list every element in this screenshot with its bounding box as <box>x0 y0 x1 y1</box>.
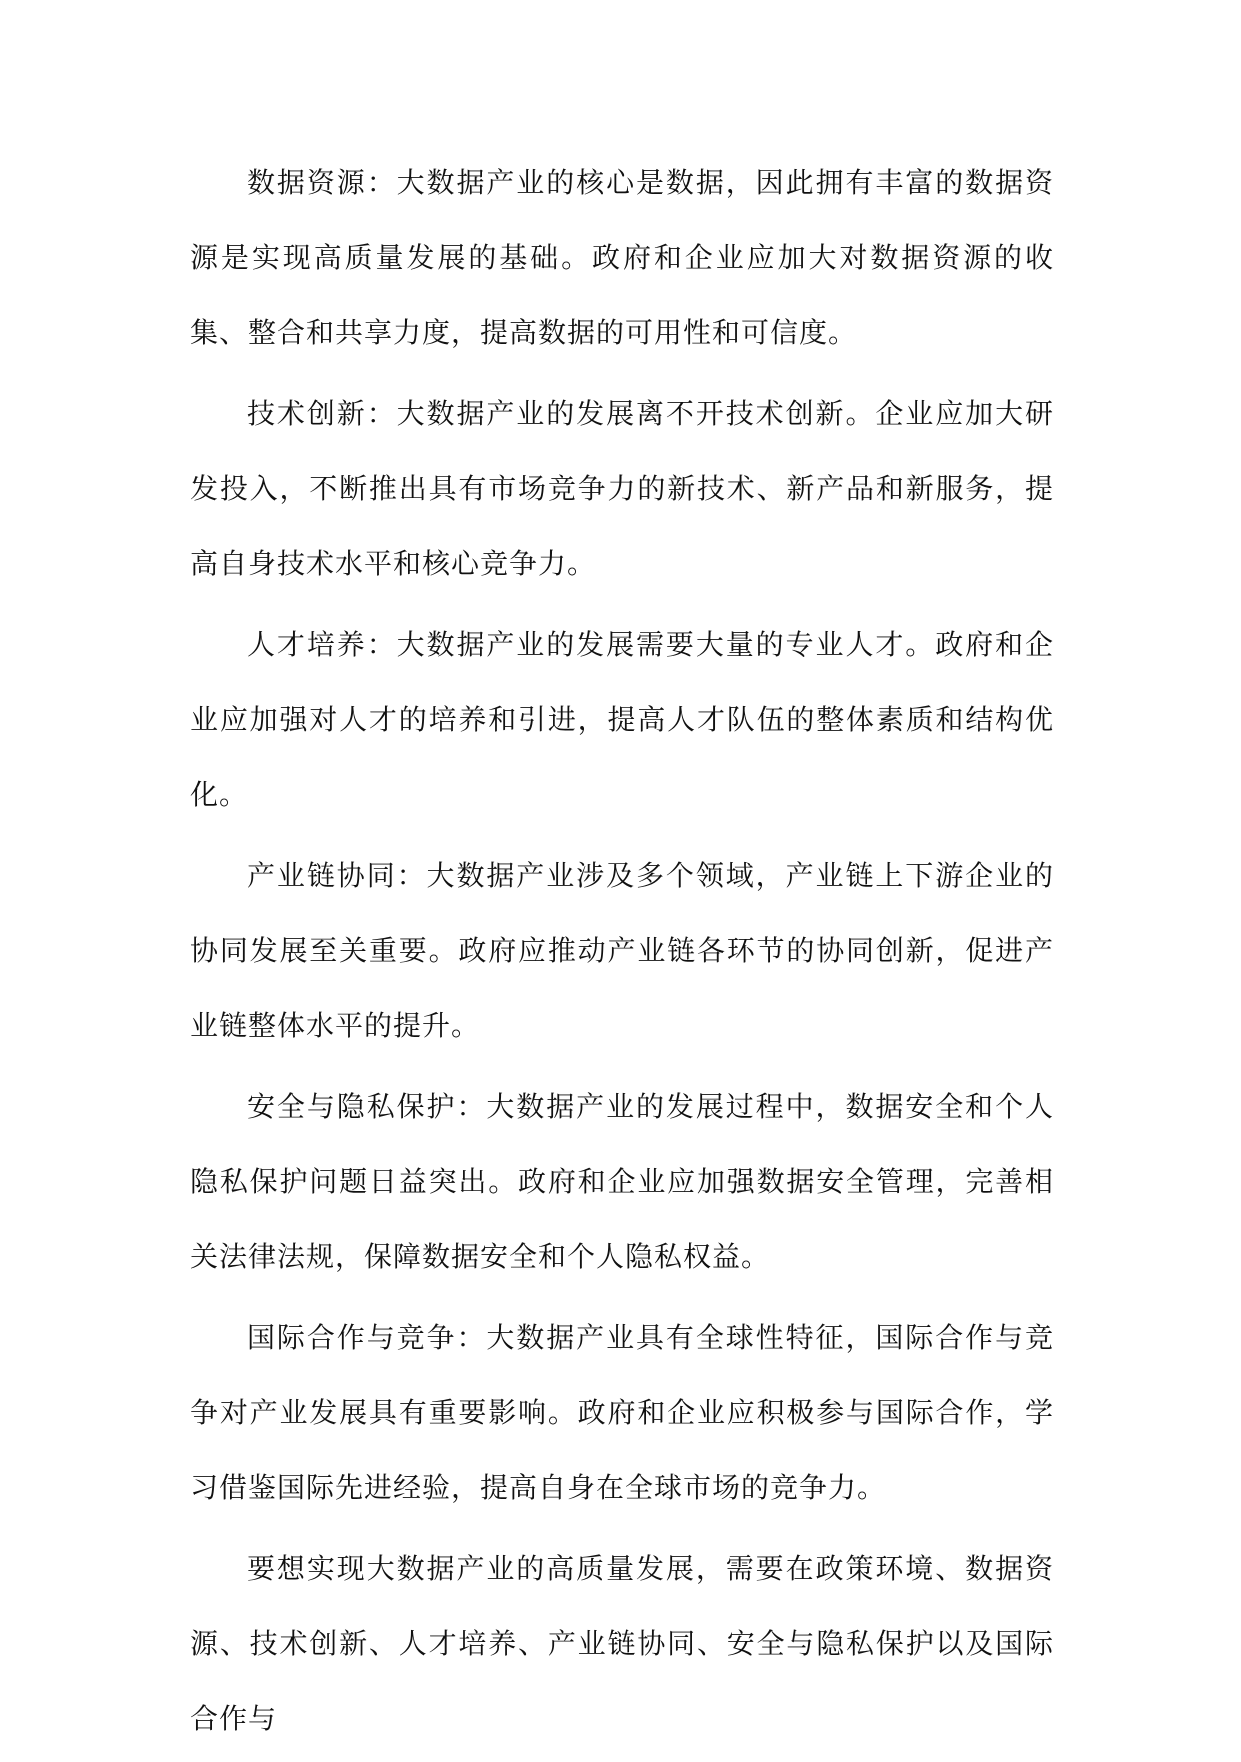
paragraph-international-cooperation: 国际合作与竞争：大数据产业具有全球性特征，国际合作与竞争对产业发展具有重要影响。政府和企业应积极参与国际合作，学习借鉴国际先进经验，提高自身在全球市场的竞争力。 <box>190 1321 1054 1504</box>
paragraph-security-privacy: 安全与隐私保护：大数据产业的发展过程中，数据安全和个人隐私保护问题日益突出。政府和企业应加强数据安全管理，完善相关法律法规，保障数据安全和个人隐私权益。 <box>190 1090 1054 1273</box>
document-body <box>190 145 1054 1762</box>
paragraph-talent-cultivation: 人才培养：大数据产业的发展需要大量的专业人才。政府和企业应加强对人才的培养和引进，提高人才队伍的整体素质和结构优化。 <box>190 628 1054 811</box>
paragraph-industry-chain: 产业链协同：大数据产业涉及多个领域，产业链上下游企业的协同发展至关重要。政府应推动产业链各环节的协同创新，促进产业链整体水平的提升。 <box>190 859 1054 1042</box>
paragraph-tech-innovation: 技术创新：大数据产业的发展离不开技术创新。企业应加大研发投入，不断推出具有市场竞争力的新技术、新产品和新服务，提高自身技术水平和核心竞争力。 <box>190 397 1054 580</box>
paragraph-data-resources: 数据资源：大数据产业的核心是数据，因此拥有丰富的数据资源是实现高质量发展的基础。政府和企业应加大对数据资源的收集、整合和共享力度，提高数据的可用性和可信度。 <box>190 166 1054 349</box>
paragraph-conclusion: 要想实现大数据产业的高质量发展，需要在政策环境、数据资源、技术创新、人才培养、产业链协同、安全与隐私保护以及国际合作与 <box>190 1552 1054 1735</box>
